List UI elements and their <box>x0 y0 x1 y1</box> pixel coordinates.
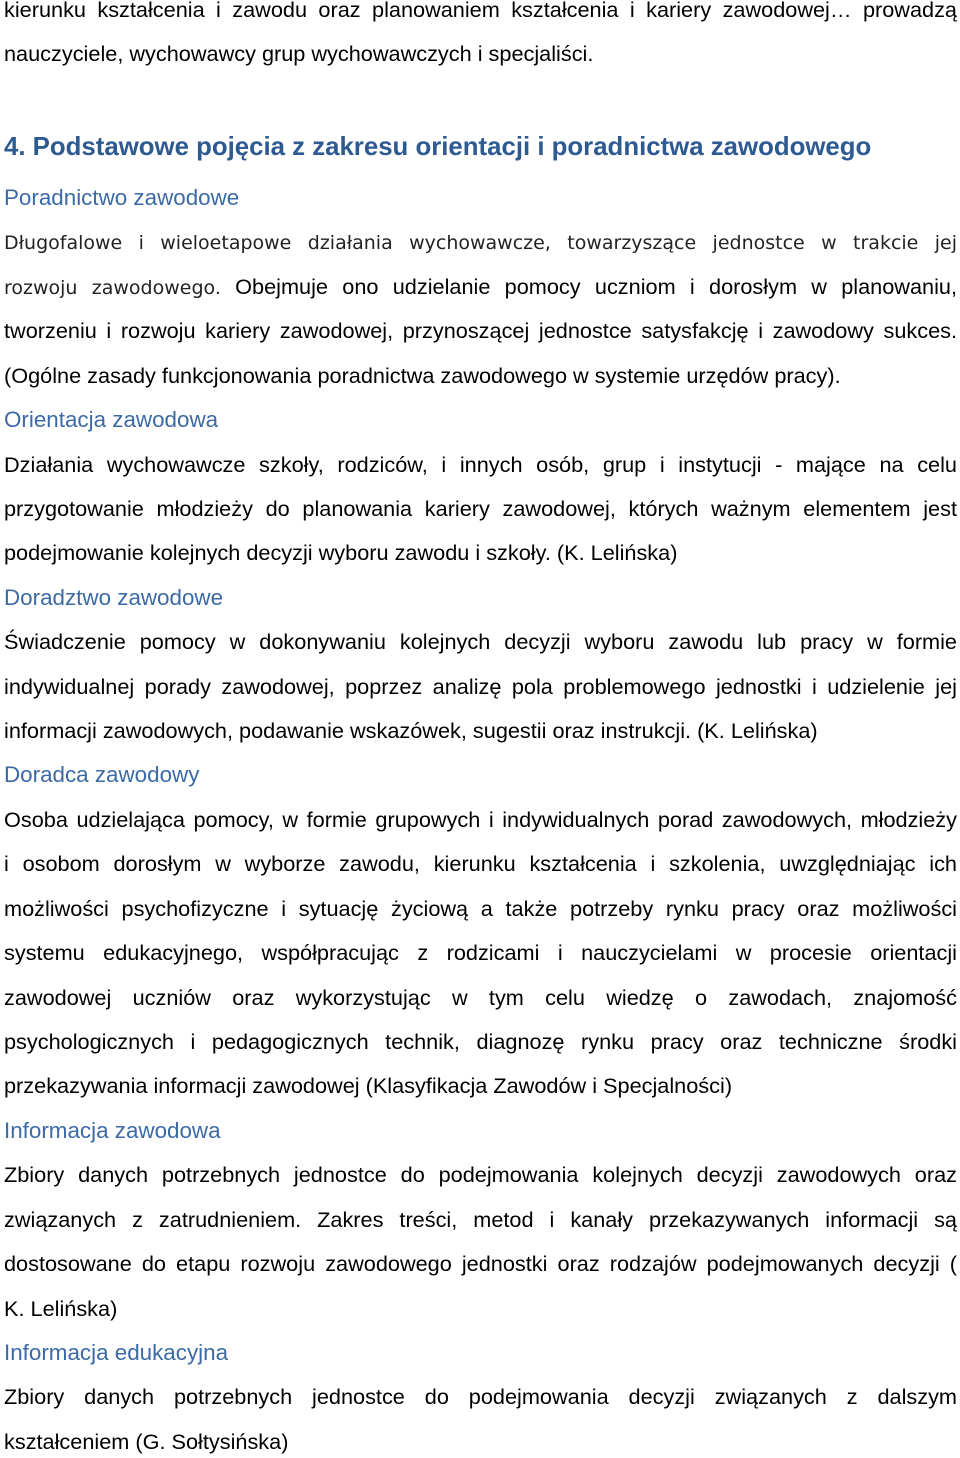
term-doradztwo-zawodowe <box>4 584 957 744</box>
term-doradca-zawodowy <box>4 762 957 1099</box>
terms-list <box>4 184 957 1454</box>
term-heading: Doradca zawodowy <box>4 762 200 788</box>
definition-line: zawodowej uczniów oraz wykorzystując w tym celu wiedzę o zawodach, znajomość <box>4 984 957 1010</box>
definition-line: Osoba udzielająca pomocy, w formie grupowych i indywidualnych porad zawodowych, młodzieży <box>4 806 957 832</box>
definition-line: kształceniem (G. Sołtysińska) <box>4 1428 289 1454</box>
definition-text: Długofalowe i wieloetapowe działania wychowawcze, towarzyszące jednostce w trakcie jej <box>4 232 957 255</box>
term-heading: Informacja edukacyjna <box>4 1339 229 1365</box>
term-orientacja-zawodowa <box>4 407 957 566</box>
definition-line: indywidualnej porady zawodowej, poprzez analizę pola problemowego jednostki i udzielenie jej <box>4 673 957 699</box>
definition-line: dostosowane do etapu rozwoju zawodowego jednostki oraz rodzajów podejmowanych decyzji ( <box>4 1251 957 1277</box>
term-heading: Orientacja zawodowa <box>4 407 219 433</box>
definition-line: i osobom dorosłym w wyborze zawodu, kierunku kształcenia i szkolenia, uwzględniając ich <box>4 851 957 877</box>
definition-text: rozwoju zawodowego. <box>4 276 221 299</box>
definition-line: (Ogólne zasady funkcjonowania poradnictwa zawodowego w systemie urzędów pracy). <box>4 362 841 388</box>
definition-line: Działania wychowawcze szkoły, rodziców, i innych osób, grup i instytucji - mające na celu <box>4 451 957 477</box>
definition-line <box>4 232 957 255</box>
definition-line: K. Lelińska) <box>4 1295 118 1321</box>
definition-text: Obejmuje ono udzielanie pomocy uczniom i dorosłym w planowaniu, <box>235 273 957 299</box>
term-heading: Poradnictwo zawodowe <box>4 184 240 210</box>
paragraph-line: nauczyciele, wychowawcy grup wychowawczych i specjaliści. <box>4 41 594 67</box>
definition-line <box>4 273 957 299</box>
definition-line: przekazywania informacji zawodowej (Klasyfikacja Zawodów i Specjalności) <box>4 1073 733 1099</box>
intro-paragraph <box>4 0 957 67</box>
term-poradnictwo-zawodowe <box>4 184 957 388</box>
definition-line: Świadczenie pomocy w dokonywaniu kolejnych decyzji wyboru zawodu lub pracy w formie <box>4 629 957 655</box>
definition-line: Zbiory danych potrzebnych jednostce do podejmowania decyzji związanych z dalszym <box>4 1384 957 1410</box>
definition-line: Zbiory danych potrzebnych jednostce do podejmowania kolejnych decyzji zawodowych oraz <box>4 1162 957 1188</box>
definition-line: możliwości psychofizyczne i sytuację życiową a także potrzeby rynku pracy oraz możliwości <box>4 895 957 921</box>
paragraph-line: kierunku kształcenia i zawodu oraz planowaniem kształcenia i kariery zawodowej… prowadzą <box>4 0 957 22</box>
term-heading: Doradztwo zawodowe <box>4 584 224 610</box>
document-page <box>4 0 957 1452</box>
definition-line: psychologicznych i pedagogicznych technik, diagnozę rynku pracy oraz techniczne środki <box>4 1029 957 1054</box>
definition-line: informacji zawodowych, podawanie wskazówek, sugestii oraz instrukcji. (K. Lelińska) <box>4 718 818 744</box>
definition-line: tworzeniu i rozwoju kariery zawodowej, przynoszącej jednostce satysfakcję i zawodowy sukces. <box>4 318 957 344</box>
term-heading: Informacja zawodowa <box>4 1117 221 1143</box>
section-heading: 4. Podstawowe pojęcia z zakresu orientacji i poradnictwa zawodowego <box>4 132 872 161</box>
definition-line: systemu edukacyjnego, współpracując z rodzicami i nauczycielami w procesie orientacji <box>4 940 957 966</box>
definition-line: związanych z zatrudnieniem. Zakres treści, metod i kanały przekazywanych informacji są <box>4 1206 957 1232</box>
definition-line: przygotowanie młodzieży do planowania kariery zawodowej, których ważnym elementem jest <box>4 495 957 521</box>
definition-line: podejmowanie kolejnych decyzji wyboru zawodu i szkoły. (K. Lelińska) <box>4 540 678 566</box>
term-informacja-edukacyjna <box>4 1339 957 1454</box>
term-informacja-zawodowa <box>4 1117 957 1321</box>
